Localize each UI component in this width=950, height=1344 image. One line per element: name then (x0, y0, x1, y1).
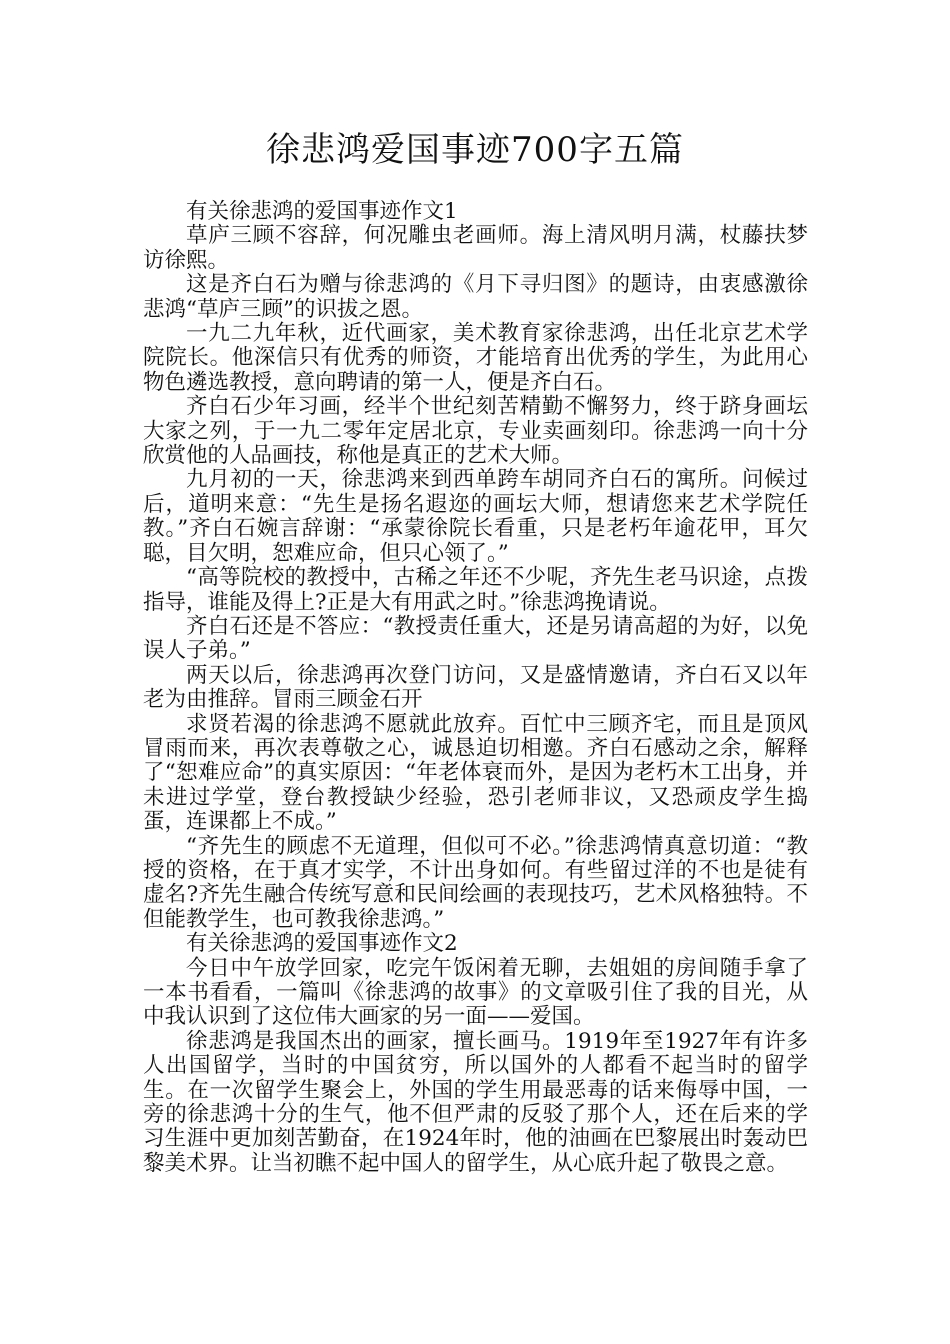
paragraph-14: 徐悲鸿是我国杰出的画家，擅长画马。1919年至1927年有许多人出国留学，当时的中国贫穷，所以国外的人都看不起当时的留学生。在一次留学生聚会上，外国的学生用最恶毒的话来侮辱中国，一旁的徐悲鸿十分的生气，他不但严肃的反驳了那个人，还在后来的学习生涯中更加刻苦勤奋，在1924年时，他的油画在巴黎展出时轰动巴黎美术界。让当初瞧不起中国人的留学生，从心底升起了敬畏之意。 (143, 1028, 808, 1176)
paragraph-13: 今日中午放学回家，吃完午饭闲着无聊，去姐姐的房间随手拿了一本书看看，一篇叫《徐悲鸿的故事》的文章吸引住了我的目光，从中我认识到了这位伟大画家的另一面——爱国。 (143, 955, 808, 1030)
paragraph-5: 齐白石少年习画，经半个世纪刻苦精勤不懈努力，终于跻身画坛大家之列，于一九二零年定居北京，专业卖画刻印。徐悲鸿一向十分欣赏他的人品画技，称他是真正的艺术大师。 (143, 394, 808, 469)
paragraph-7: “高等院校的教授中，古稀之年还不少呢，齐先生老马识途，点拨指导，谁能及得上?正是大有用武之时。”徐悲鸿挽请说。 (143, 565, 808, 615)
paragraph-1: 有关徐悲鸿的爱国事迹作文1 (186, 199, 458, 224)
paragraph-6: 九月初的一天，徐悲鸿来到西单跨车胡同齐白石的寓所。问候过后，道明来意：“先生是扬名遐迩的画坛大师，想请您来艺术学院任教。”齐白石婉言辞谢：“承蒙徐院长看重，只是老朽年逾花甲，耳欠聪，目欠明，恕难应命，但只心领了。” (143, 467, 808, 566)
paragraph-12: 有关徐悲鸿的爱国事迹作文2 (186, 931, 458, 957)
paragraph-10: 求贤若渴的徐悲鸿不愿就此放弃。百忙中三顾齐宅，而且是顶风冒雨而来，再次表尊敬之心，诚恳迫切相邀。齐白石感动之余，解释了“恕难应命”的真实原因：“年老体衰而外，是因为老朽木工出身，并未进过学堂，登台教授缺少经验，恐引老师非议，又恐顽皮学生捣蛋，连课都上不成。” (143, 711, 808, 835)
paragraph-8: 齐白石还是不答应：“教授责任重大，还是另请高超的为好，以免误人子弟。” (143, 613, 808, 664)
paragraph-11: “齐先生的顾虑不无道理，但似可不必。”徐悲鸿情真意切道：“教授的资格，在于真才实学，不计出身如何。有些留过洋的不也是徒有虚名?齐先生融合传统写意和民间绘画的表现技巧，艺术风格独特。不但能教学生，也可教我徐悲鸿。” (143, 833, 808, 932)
paragraph-4: 一九二九年秋，近代画家，美术教育家徐悲鸿，出任北京艺术学院院长。他深信只有优秀的师资，才能培育出优秀的学生，为此用心物色遴选教授，意向聘请的第一人，便是齐白石。 (143, 321, 808, 395)
paragraph-3: 这是齐白石为赠与徐悲鸿的《月下寻归图》的题诗，由衷感激徐悲鸿“草庐三顾”的识拔之恩。 (143, 272, 808, 322)
document-body (143, 200, 808, 1176)
document-title: 徐悲鸿爱国事迹700字五篇 (266, 130, 684, 170)
paragraph-9: 两天以后，徐悲鸿再次登门访问，又是盛情邀请，齐白石又以年老为由推辞。冒雨三顾金石开 (143, 662, 808, 713)
paragraph-2: 草庐三顾不容辞，何况雕虫老画师。海上清风明月满，杖藤扶梦访徐熙。 (143, 223, 808, 273)
